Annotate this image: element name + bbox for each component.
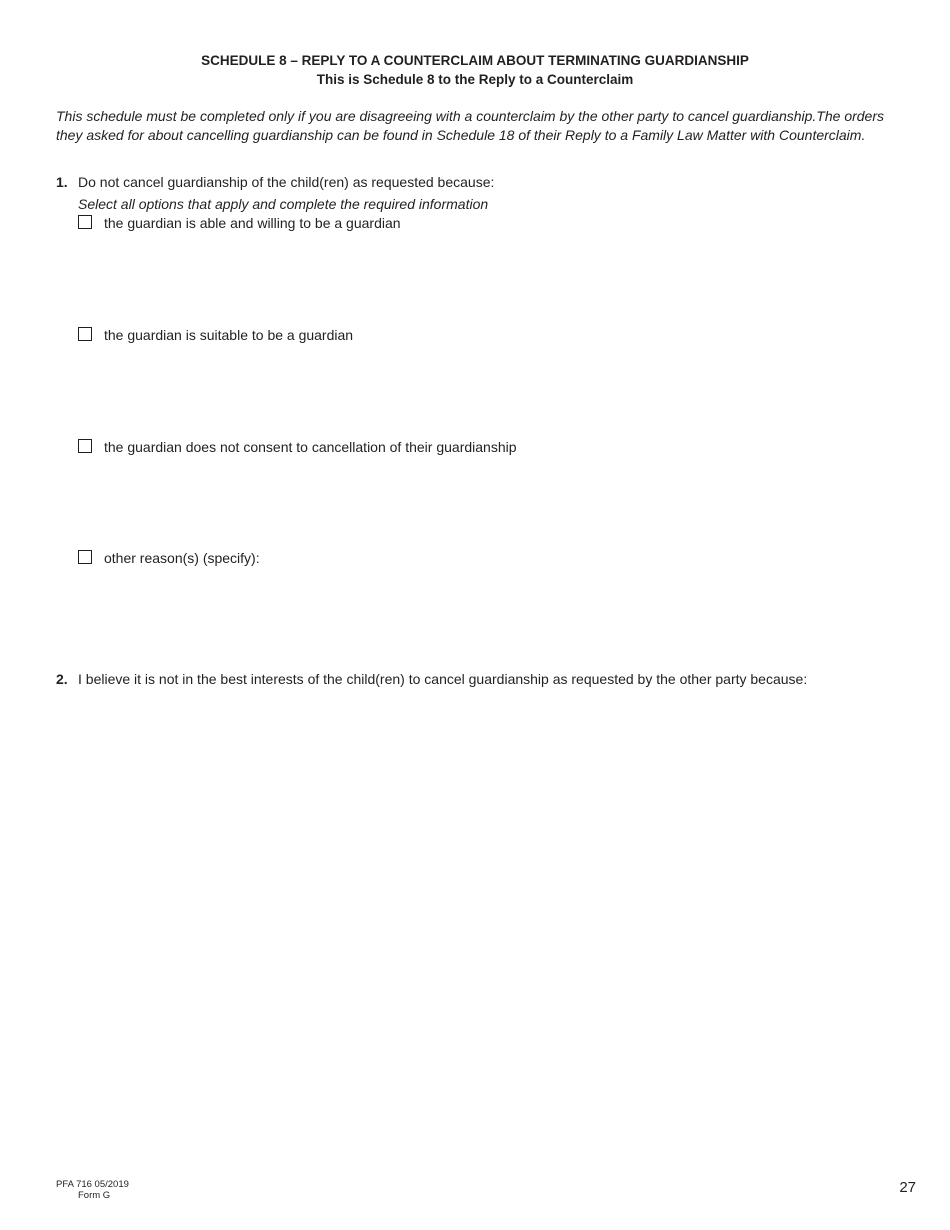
item-1-text: Do not cancel guardianship of the child(ren) as requested because: — [78, 174, 495, 190]
form-code: PFA 716 05/2019 — [56, 1179, 129, 1190]
checkbox-able-willing[interactable] — [78, 215, 92, 229]
schedule-subtitle: This is Schedule 8 to the Reply to a Counterclaim — [316, 72, 634, 87]
checkbox-suitable[interactable] — [78, 327, 92, 341]
option-able-willing-label: the guardian is able and willing to be a guardian — [104, 215, 401, 231]
item-2-text: I believe it is not in the best interests of the child(ren) to cancel guardianship as requested by the other party because: — [78, 671, 808, 687]
schedule-title: SCHEDULE 8 – REPLY TO A COUNTERCLAIM ABOUT TERMINATING GUARDIANSHIP — [201, 53, 749, 68]
intro-paragraph: This schedule must be completed only if you are disagreeing with a counterclaim by the other party to cancel guardianship.The orders they asked for about cancelling guardianship can be found in Schedule 18 of their Reply to a Family Law Matter with Counterclaim. — [56, 108, 885, 143]
checkbox-other-reasons[interactable] — [78, 550, 92, 564]
item-1-instruction: Select all options that apply and complete the required information — [78, 196, 489, 212]
item-2-number: 2. — [56, 671, 68, 687]
form-name: Form G — [78, 1190, 111, 1201]
page-number: 27 — [899, 1179, 916, 1196]
checkbox-no-consent[interactable] — [78, 439, 92, 453]
option-no-consent-label: the guardian does not consent to cancellation of their guardianship — [104, 439, 517, 455]
option-other-reasons-label: other reason(s) (specify): — [104, 550, 260, 566]
item-1-number: 1. — [56, 174, 68, 190]
option-suitable-label: the guardian is suitable to be a guardian — [104, 327, 354, 343]
